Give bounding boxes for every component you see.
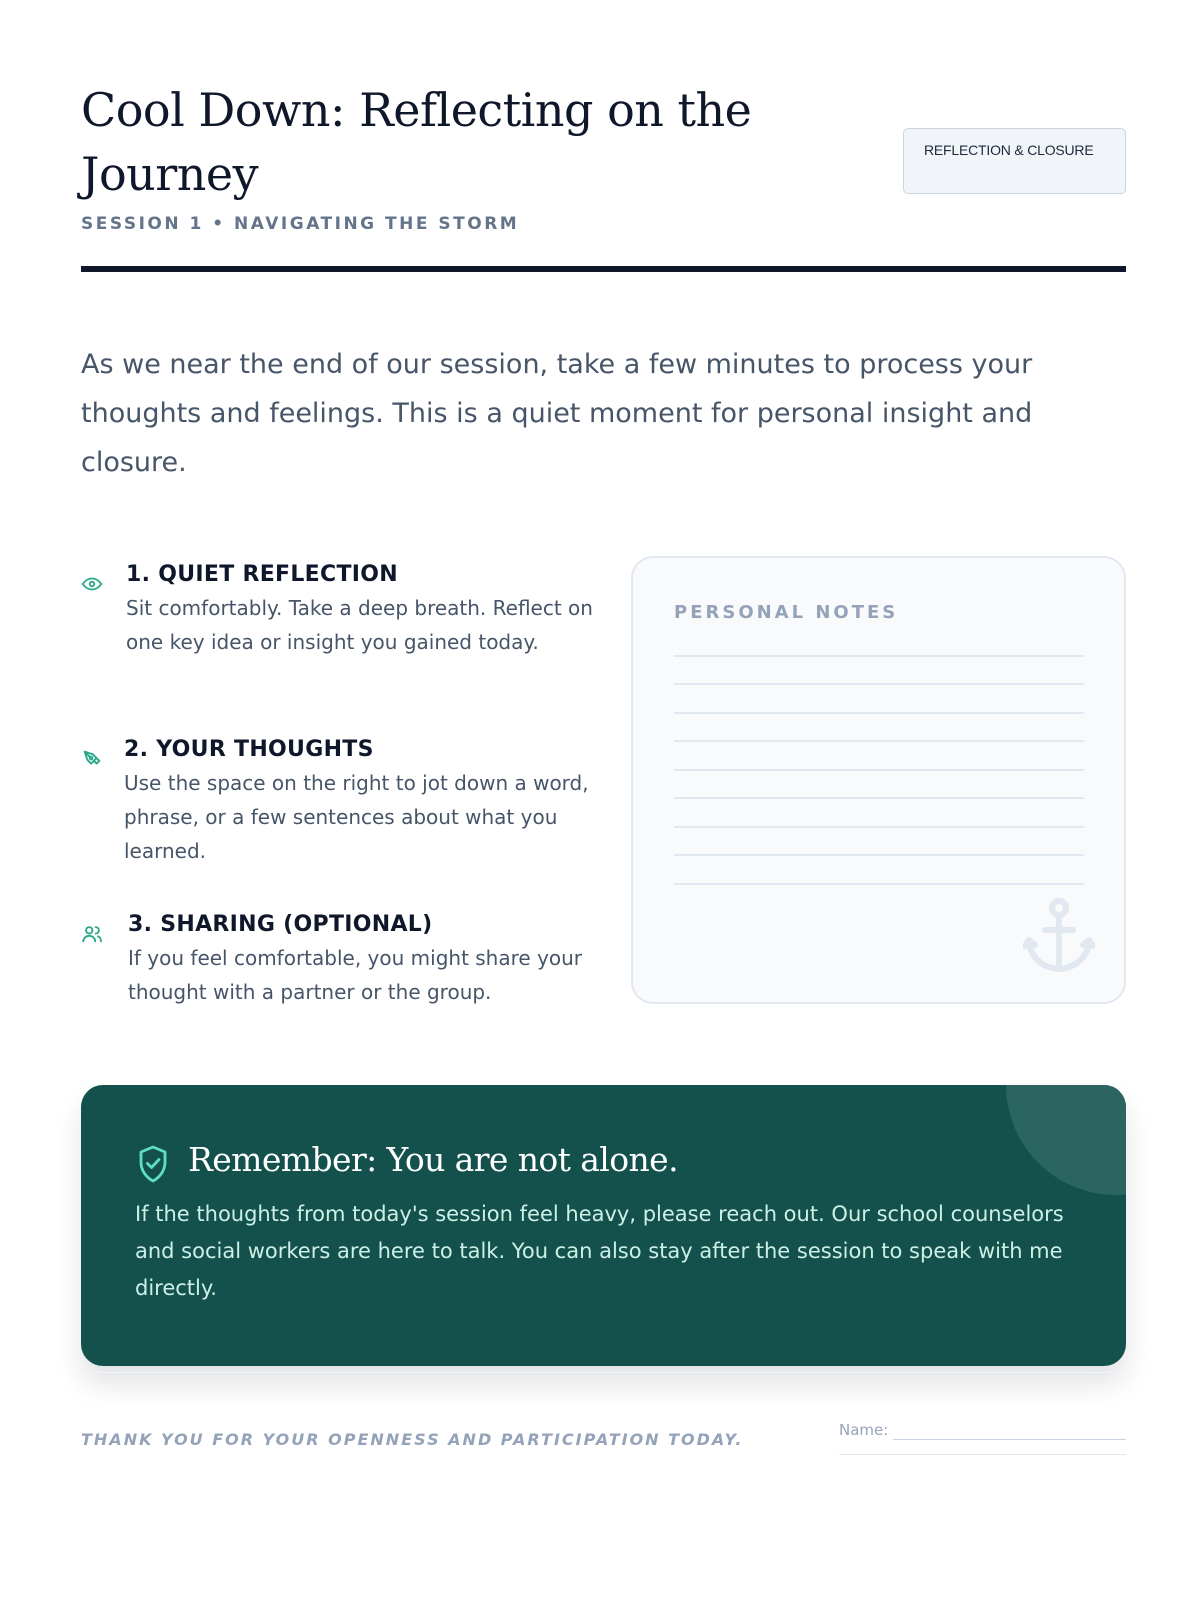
notes-line[interactable] — [674, 655, 1084, 657]
name-label: Name: — [839, 1421, 889, 1439]
decorative-circle — [1006, 1085, 1126, 1195]
page-title: Cool Down: Reflecting on the Journey — [81, 83, 752, 201]
eye-icon — [81, 573, 103, 595]
step-text: If you feel comfortable, you might share your thought with a partner or the group. — [128, 946, 583, 1004]
notes-line[interactable] — [674, 712, 1084, 714]
step-title: 2. YOUR THOUGHTS — [124, 737, 374, 762]
notes-label: PERSONAL NOTES — [674, 602, 899, 623]
intro-paragraph: As we near the end of our session, take a few minutes to process your thoughts and feelings. This is a quiet moment for personal insight and closure. — [81, 349, 1033, 478]
worksheet-page — [81, 0, 1126, 1600]
name-underline[interactable] — [893, 1439, 1126, 1440]
notes-line[interactable] — [674, 883, 1084, 885]
notes-line[interactable] — [674, 740, 1084, 742]
step-title: 1. QUIET REFLECTION — [126, 562, 398, 587]
anchor-icon — [1023, 896, 1095, 974]
callout-text: If the thoughts from today's session feel heavy, please reach out. Our school counselors and social workers are here to talk. You can also stay after the session to speak with me directly. — [135, 1202, 1064, 1300]
notes-line[interactable] — [674, 826, 1084, 828]
callout-title: Remember: You are not alone. — [188, 1140, 678, 1179]
footer-thanks: THANK YOU FOR YOUR OPENNESS AND PARTICIPATION TODAY. — [81, 1430, 744, 1449]
personal-notes-panel[interactable] — [631, 556, 1126, 1004]
notes-line[interactable] — [674, 769, 1084, 771]
notes-line[interactable] — [674, 683, 1084, 685]
header-divider — [81, 266, 1126, 272]
section-badge: REFLECTION & CLOSURE — [903, 128, 1126, 194]
notes-line[interactable] — [674, 797, 1084, 799]
shield-check-icon — [137, 1145, 169, 1183]
step-text: Use the space on the right to jot down a word, phrase, or a few sentences about what you learned. — [124, 771, 589, 863]
step-text: Sit comfortably. Take a deep breath. Reflect on one key idea or insight you gained today. — [126, 596, 593, 654]
step-title: 3. SHARING (OPTIONAL) — [128, 912, 433, 937]
users-icon — [81, 923, 103, 945]
notes-line[interactable] — [674, 854, 1084, 856]
session-subtitle: SESSION 1 • NAVIGATING THE STORM — [81, 214, 520, 234]
name-field[interactable] — [839, 1421, 1126, 1455]
support-callout — [81, 1085, 1126, 1366]
footer-divider — [81, 1372, 1126, 1373]
pen-icon — [81, 748, 103, 770]
